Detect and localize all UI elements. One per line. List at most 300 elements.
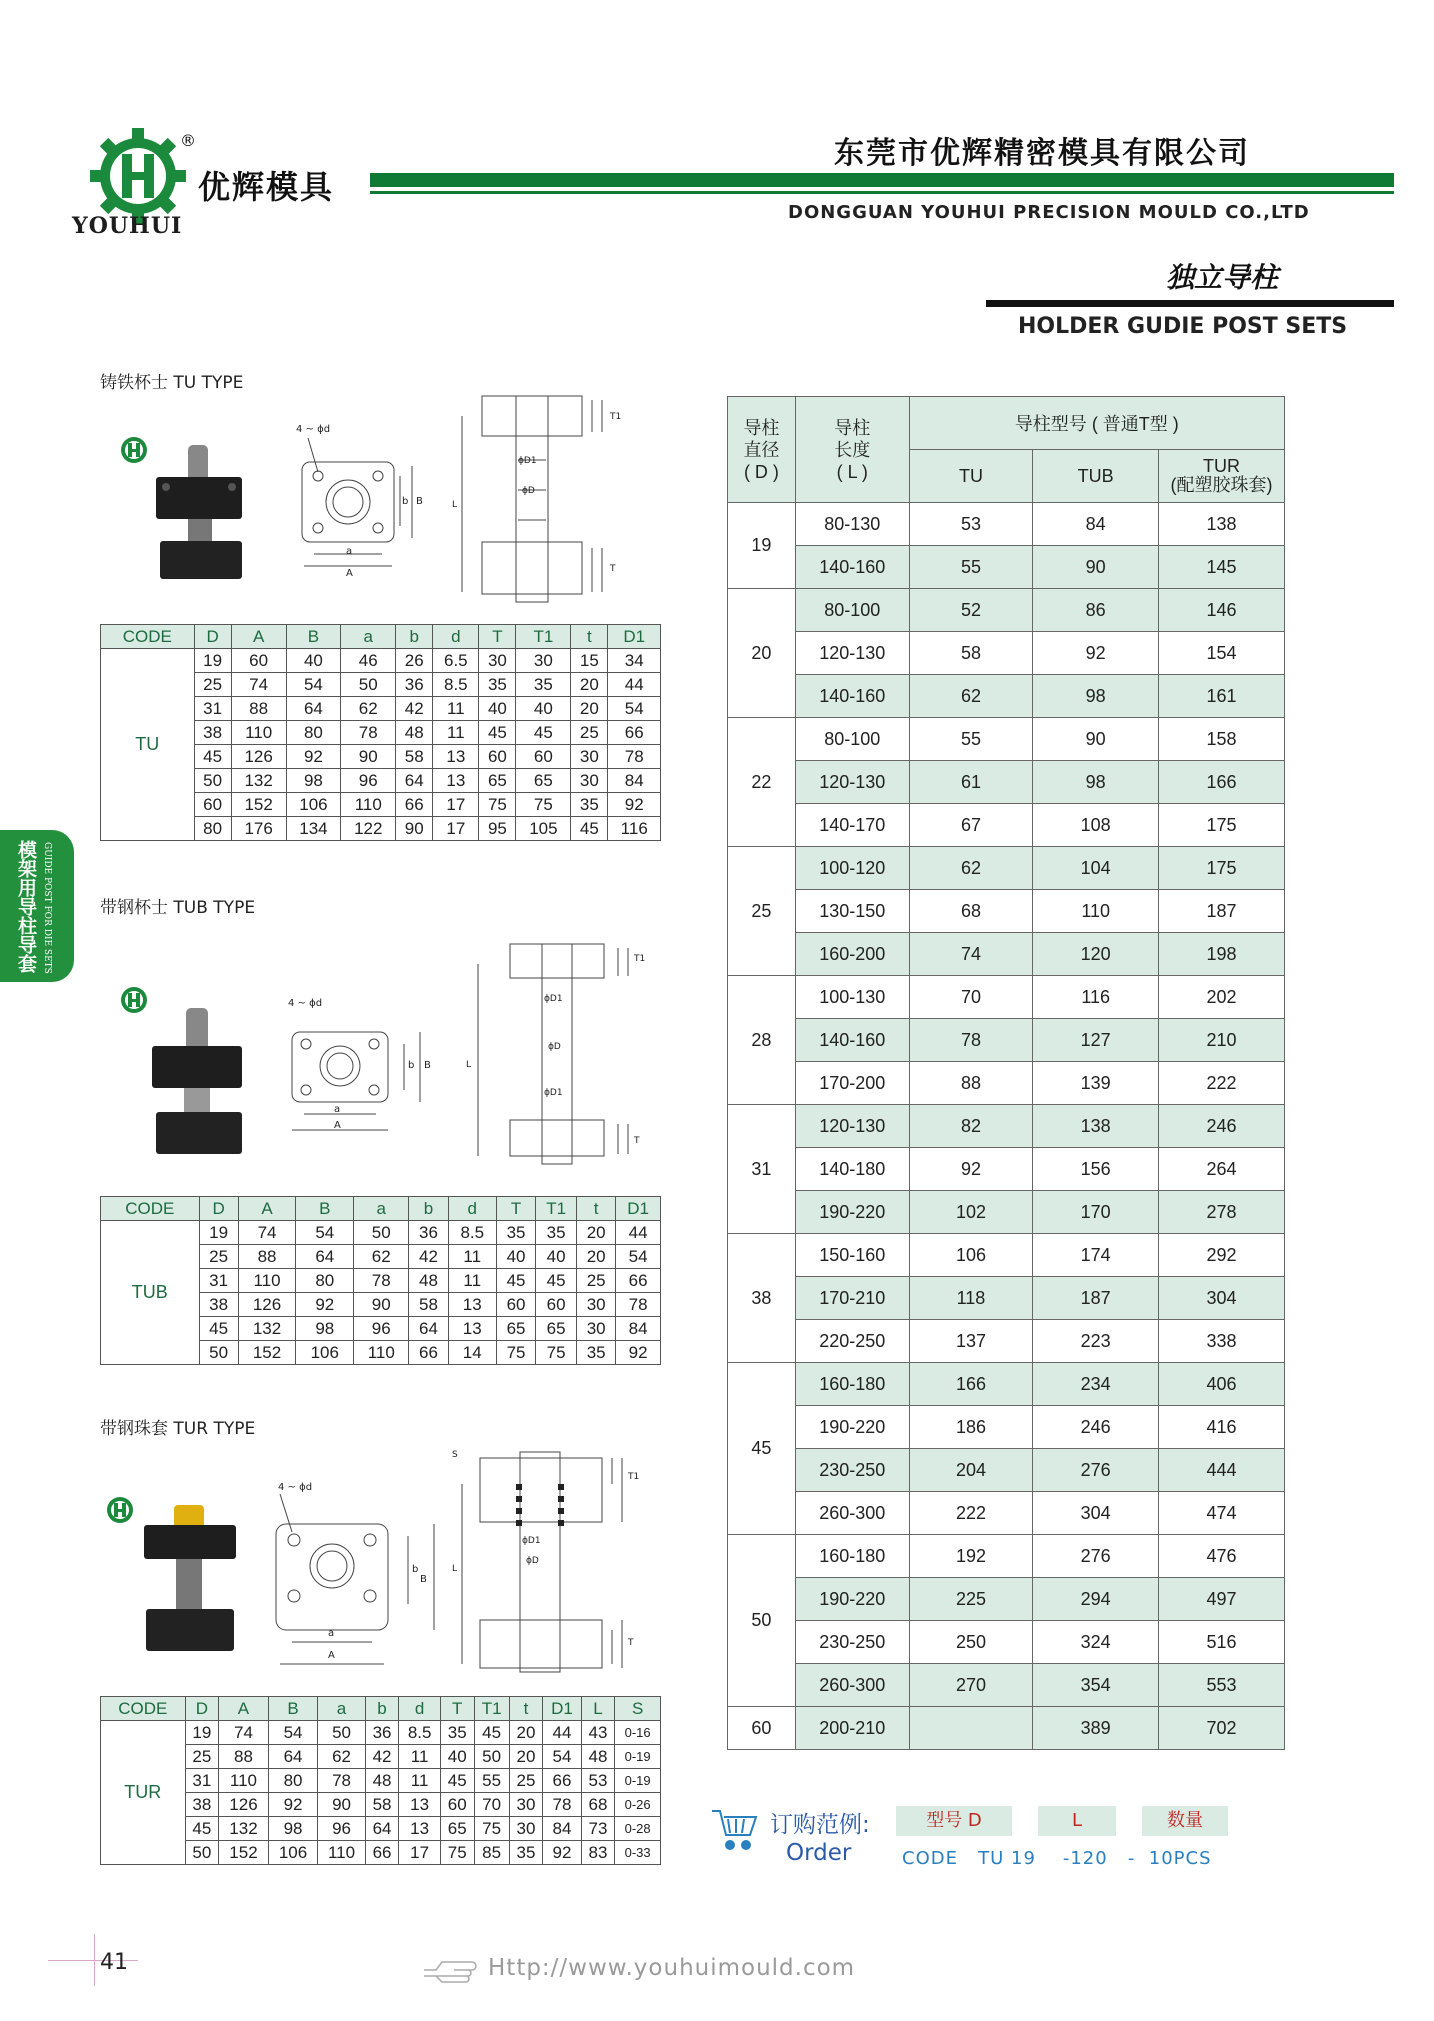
table-row	[728, 546, 1285, 589]
table-row	[728, 1019, 1285, 1062]
table-row	[728, 1707, 1285, 1750]
table-header-cell: d	[448, 1197, 496, 1221]
table-cell: 19	[194, 649, 231, 673]
table-cell: 11	[399, 1769, 441, 1793]
gear-logo-icon	[118, 983, 152, 1017]
cart-icon	[710, 1805, 760, 1857]
table-cell: 204	[909, 1449, 1033, 1492]
table-cell: 222	[909, 1492, 1033, 1535]
table-cell: 40	[440, 1745, 474, 1769]
table-cell: 278	[1159, 1191, 1285, 1234]
order-example: CODE TU 19 -120 - 10PCS	[902, 1848, 1212, 1869]
table-row	[101, 1221, 661, 1245]
dim-D-label: ϕD	[548, 1042, 561, 1052]
table-row	[728, 933, 1285, 976]
table-cell: 152	[219, 1841, 269, 1865]
table-cell: 78	[543, 1793, 581, 1817]
table-cell: 0-19	[615, 1769, 661, 1793]
table-cell: 160-200	[795, 933, 909, 976]
table-cell: 84	[608, 769, 661, 793]
header-rule-thick	[370, 173, 1394, 187]
table-cell: 80	[194, 817, 231, 841]
table-cell: 35	[536, 1221, 577, 1245]
table-row	[728, 804, 1285, 847]
table-cell: 6.5	[433, 649, 479, 673]
table-cell: 187	[1033, 1277, 1159, 1320]
table-row	[728, 503, 1285, 546]
dim-B-label: B	[424, 1060, 431, 1071]
table-cell	[909, 1707, 1033, 1750]
table-header-row	[101, 625, 661, 649]
table-row	[728, 1449, 1285, 1492]
company-name-cn: 东莞市优辉精密模具有限公司	[834, 136, 1250, 171]
sidebar-tab	[0, 830, 74, 982]
tur-mini-logo	[104, 1493, 138, 1531]
table-cell: 152	[231, 793, 286, 817]
table-cell: 187	[1159, 890, 1285, 933]
tu-spec-table	[100, 624, 661, 841]
table-header-cell: d	[399, 1697, 441, 1721]
table-cell: 25	[199, 1245, 238, 1269]
table-cell: 95	[479, 817, 516, 841]
table-cell: 92	[909, 1148, 1033, 1191]
table-cell: 65	[440, 1817, 474, 1841]
table-cell: 80	[268, 1769, 318, 1793]
table-cell: 50	[318, 1721, 365, 1745]
table-cell: 60	[496, 1293, 535, 1317]
table-cell: 88	[231, 697, 286, 721]
table-cell: 98	[1033, 675, 1159, 718]
table-cell: 54	[608, 697, 661, 721]
table-header-cell: D	[185, 1697, 219, 1721]
table-header-cell: CODE	[101, 625, 195, 649]
table-cell: 90	[396, 817, 433, 841]
diameter-cell: 50	[728, 1535, 796, 1707]
tur-spec-table	[100, 1696, 661, 1865]
table-cell: 62	[909, 847, 1033, 890]
table-header-cell: A	[231, 625, 286, 649]
table-row	[728, 890, 1285, 933]
table-cell: 58	[909, 632, 1033, 675]
table-cell: 126	[231, 745, 286, 769]
table-cell: 150-160	[795, 1234, 909, 1277]
table-cell: 230-250	[795, 1449, 909, 1492]
table-header-cell: a	[354, 1197, 409, 1221]
dim-a-label: a	[328, 1628, 335, 1639]
table-cell: 166	[1159, 761, 1285, 804]
table-row	[728, 1148, 1285, 1191]
table-cell: 192	[909, 1535, 1033, 1578]
table-cell: 36	[409, 1221, 448, 1245]
table-cell: 42	[409, 1245, 448, 1269]
table-cell: 48	[396, 721, 433, 745]
table-cell: 60	[479, 745, 516, 769]
table-cell: 20	[509, 1745, 543, 1769]
table-cell: 110	[1033, 890, 1159, 933]
header-tu: TU	[909, 450, 1033, 503]
tub-side-drawing	[464, 940, 650, 1172]
table-cell: 45	[496, 1269, 535, 1293]
company-name-en: DONGGUAN YOUHUI PRECISION MOULD CO.,LTD	[788, 202, 1310, 223]
table-cell: 30	[571, 769, 608, 793]
header-tub: TUB	[1033, 450, 1159, 503]
table-cell: 92	[1033, 632, 1159, 675]
table-row	[728, 1578, 1285, 1621]
table-cell: 106	[909, 1234, 1033, 1277]
table-cell: 48	[581, 1745, 615, 1769]
dim-T-label: T	[634, 1136, 640, 1146]
table-cell: 276	[1033, 1449, 1159, 1492]
table-cell: 70	[909, 976, 1033, 1019]
page-number: 41	[100, 1950, 128, 1975]
table-cell: 45	[440, 1769, 474, 1793]
table-cell: 31	[185, 1769, 219, 1793]
dim-b-label: b	[402, 496, 409, 507]
dim-B-label: B	[420, 1574, 427, 1585]
table-cell: 38	[199, 1293, 238, 1317]
table-cell: 50	[194, 769, 231, 793]
table-cell: 102	[909, 1191, 1033, 1234]
table-cell: 35	[509, 1841, 543, 1865]
table-header-cell: S	[615, 1697, 661, 1721]
table-cell: 416	[1159, 1406, 1285, 1449]
table-row	[101, 1817, 661, 1841]
table-cell: 160-180	[795, 1363, 909, 1406]
table-cell: 34	[608, 649, 661, 673]
table-cell: 120-130	[795, 1105, 909, 1148]
table-cell: 86	[1033, 589, 1159, 632]
table-cell: 11	[448, 1245, 496, 1269]
table-cell: 90	[1033, 546, 1159, 589]
dim-D1-label: ϕD1	[522, 1536, 541, 1546]
table-cell: 222	[1159, 1062, 1285, 1105]
table-cell: 154	[1159, 632, 1285, 675]
table-row	[728, 976, 1285, 1019]
table-cell: 138	[1159, 503, 1285, 546]
table-cell: 19	[185, 1721, 219, 1745]
table-cell: 60	[516, 745, 571, 769]
tu-section-title: 铸铁杯士 TU TYPE	[100, 373, 244, 393]
order-label-cn: 订购范例:	[770, 1812, 870, 1838]
table-cell: 92	[616, 1341, 661, 1365]
table-cell: 98	[286, 769, 341, 793]
holes-label: 4 ~ ϕd	[278, 1482, 313, 1493]
table-cell: 19	[199, 1221, 238, 1245]
table-cell: 66	[396, 793, 433, 817]
dim-S-label: S	[452, 1450, 458, 1460]
table-cell: 80	[286, 721, 341, 745]
table-header-cell: CODE	[101, 1197, 200, 1221]
table-cell: 96	[354, 1317, 409, 1341]
table-cell: 50	[474, 1745, 509, 1769]
table-cell: 55	[474, 1769, 509, 1793]
table-cell: 54	[268, 1721, 318, 1745]
table-cell: 260-300	[795, 1664, 909, 1707]
table-cell: 139	[1033, 1062, 1159, 1105]
table-cell: 474	[1159, 1492, 1285, 1535]
table-cell: 202	[1159, 976, 1285, 1019]
table-cell: 26	[396, 649, 433, 673]
table-cell: 88	[238, 1245, 296, 1269]
table-cell: 11	[433, 697, 479, 721]
table-cell: 92	[296, 1293, 354, 1317]
table-cell: 75	[479, 793, 516, 817]
table-cell: 234	[1033, 1363, 1159, 1406]
table-cell: 200-210	[795, 1707, 909, 1750]
table-cell: 31	[194, 697, 231, 721]
diameter-cell: 38	[728, 1234, 796, 1363]
table-cell: 170	[1033, 1191, 1159, 1234]
table-cell: 45	[185, 1817, 219, 1841]
table-cell: 68	[581, 1793, 615, 1817]
table-cell: 90	[354, 1293, 409, 1317]
table-cell: 78	[318, 1769, 365, 1793]
table-cell: 20	[577, 1245, 616, 1269]
table-cell: 20	[571, 697, 608, 721]
dim-b-label: b	[412, 1564, 419, 1575]
table-header-cell: t	[571, 625, 608, 649]
table-cell: 106	[268, 1841, 318, 1865]
table-cell: 90	[1033, 718, 1159, 761]
table-cell: 64	[365, 1817, 399, 1841]
table-header-row	[101, 1197, 661, 1221]
table-cell: 444	[1159, 1449, 1285, 1492]
table-cell: 98	[1033, 761, 1159, 804]
table-cell: 25	[185, 1745, 219, 1769]
table-cell: 66	[409, 1341, 448, 1365]
table-cell: 13	[433, 745, 479, 769]
table-cell: 52	[909, 589, 1033, 632]
table-cell: 110	[341, 793, 396, 817]
sidebar-tab-label-cn: 模架用导柱导套	[15, 840, 37, 973]
table-row	[728, 1363, 1285, 1406]
table-cell: 264	[1159, 1148, 1285, 1191]
table-cell: 74	[909, 933, 1033, 976]
dim-D-label: ϕD	[522, 486, 535, 496]
dim-a-label: a	[346, 546, 353, 557]
table-cell: 36	[365, 1721, 399, 1745]
table-header-cell: d	[433, 625, 479, 649]
table-header-cell: t	[509, 1697, 543, 1721]
table-cell: 92	[286, 745, 341, 769]
tur-section-title: 带钢珠套 TUR TYPE	[100, 1419, 256, 1439]
table-cell: 85	[474, 1841, 509, 1865]
table-cell: 17	[433, 817, 479, 841]
table-cell: 45	[536, 1269, 577, 1293]
table-cell: 132	[238, 1317, 296, 1341]
header-model: 导柱型号 ( 普通T型 )	[909, 397, 1284, 450]
table-cell: 170-200	[795, 1062, 909, 1105]
holes-label: 4 ~ ϕd	[288, 998, 323, 1009]
table-header-cell: T	[479, 625, 516, 649]
table-cell: 88	[219, 1745, 269, 1769]
code-cell: TUB	[101, 1221, 200, 1365]
table-cell: 78	[354, 1269, 409, 1293]
table-cell: 152	[238, 1341, 296, 1365]
table-cell: 186	[909, 1406, 1033, 1449]
table-cell: 35	[440, 1721, 474, 1745]
diameter-cell: 60	[728, 1707, 796, 1750]
tur-product-photo	[140, 1505, 240, 1659]
table-cell: 223	[1033, 1320, 1159, 1363]
table-cell: 126	[238, 1293, 296, 1317]
tu-plan-drawing	[292, 418, 432, 594]
table-header-row	[728, 397, 1285, 450]
table-cell: 40	[286, 649, 341, 673]
table-header-cell: T1	[516, 625, 571, 649]
table-cell: 190-220	[795, 1578, 909, 1621]
table-cell: 66	[608, 721, 661, 745]
table-cell: 30	[577, 1293, 616, 1317]
table-cell: 110	[238, 1269, 296, 1293]
table-cell: 64	[396, 769, 433, 793]
table-row	[728, 1277, 1285, 1320]
table-cell: 31	[199, 1269, 238, 1293]
table-cell: 110	[231, 721, 286, 745]
table-cell: 126	[219, 1793, 269, 1817]
section-rule	[986, 300, 1394, 307]
table-cell: 65	[516, 769, 571, 793]
table-cell: 62	[909, 675, 1033, 718]
table-cell: 25	[577, 1269, 616, 1293]
table-row	[101, 1745, 661, 1769]
table-cell: 64	[409, 1317, 448, 1341]
table-row	[728, 1105, 1285, 1148]
table-cell: 90	[318, 1793, 365, 1817]
website-link[interactable]: Http://www.youhuimould.com	[488, 1955, 856, 1981]
table-cell: 105	[516, 817, 571, 841]
table-cell: 40	[536, 1245, 577, 1269]
table-cell: 25	[571, 721, 608, 745]
table-cell: 13	[399, 1817, 441, 1841]
gear-logo-icon	[118, 433, 152, 467]
table-cell: 78	[616, 1293, 661, 1317]
table-cell: 11	[399, 1745, 441, 1769]
table-cell: 110	[219, 1769, 269, 1793]
table-cell: 84	[543, 1817, 581, 1841]
table-cell: 246	[1033, 1406, 1159, 1449]
table-cell: 50	[199, 1341, 238, 1365]
table-cell: 60	[536, 1293, 577, 1317]
table-cell: 145	[1159, 546, 1285, 589]
table-cell: 60	[440, 1793, 474, 1817]
order-field-quantity: 数量	[1142, 1806, 1228, 1836]
section-title-cn: 独立导柱	[1166, 261, 1279, 294]
table-cell: 132	[231, 769, 286, 793]
table-cell: 92	[268, 1793, 318, 1817]
table-cell: 476	[1159, 1535, 1285, 1578]
table-cell: 38	[185, 1793, 219, 1817]
table-cell: 90	[341, 745, 396, 769]
table-cell: 140-160	[795, 546, 909, 589]
table-row	[728, 589, 1285, 632]
table-cell: 8.5	[399, 1721, 441, 1745]
table-cell: 116	[608, 817, 661, 841]
table-cell: 80-130	[795, 503, 909, 546]
table-cell: 54	[543, 1745, 581, 1769]
table-cell: 70	[474, 1793, 509, 1817]
table-cell: 146	[1159, 589, 1285, 632]
header-diameter: 导柱 直径 ( D )	[728, 397, 796, 503]
dim-a-label: a	[334, 1104, 341, 1115]
table-row	[728, 1664, 1285, 1707]
table-cell: 80-100	[795, 589, 909, 632]
table-cell: 40	[516, 697, 571, 721]
table-header-cell: a	[318, 1697, 365, 1721]
table-cell: 120-130	[795, 761, 909, 804]
table-cell: 48	[365, 1769, 399, 1793]
table-cell: 55	[909, 546, 1033, 589]
table-cell: 120	[1033, 933, 1159, 976]
holes-label: 4 ~ ϕd	[296, 424, 331, 435]
order-field-model: 型号 D	[896, 1806, 1012, 1836]
table-cell: 88	[909, 1062, 1033, 1105]
table-cell: 83	[581, 1841, 615, 1865]
table-row	[728, 1062, 1285, 1105]
table-cell: 54	[296, 1221, 354, 1245]
table-cell: 190-220	[795, 1406, 909, 1449]
table-cell: 389	[1033, 1707, 1159, 1750]
table-cell: 75	[536, 1341, 577, 1365]
table-cell: 84	[616, 1317, 661, 1341]
table-cell: 140-160	[795, 675, 909, 718]
table-cell: 161	[1159, 675, 1285, 718]
table-cell: 13	[448, 1317, 496, 1341]
table-cell: 176	[231, 817, 286, 841]
pointing-hand-icon	[420, 1956, 490, 1990]
table-cell: 553	[1159, 1664, 1285, 1707]
dim-T1-label: T1	[628, 1472, 640, 1482]
table-cell: 35	[516, 673, 571, 697]
table-cell: 35	[577, 1341, 616, 1365]
table-cell: 65	[536, 1317, 577, 1341]
guide-post-model-table	[727, 396, 1285, 1750]
table-row	[728, 847, 1285, 890]
table-cell: 294	[1033, 1578, 1159, 1621]
diameter-cell: 45	[728, 1363, 796, 1535]
table-header-cell: A	[219, 1697, 269, 1721]
table-header-cell: D1	[543, 1697, 581, 1721]
diameter-cell: 25	[728, 847, 796, 976]
table-cell: 68	[909, 890, 1033, 933]
table-header-cell: T	[496, 1197, 535, 1221]
table-cell: 96	[341, 769, 396, 793]
table-cell: 174	[1033, 1234, 1159, 1277]
table-header-cell: b	[365, 1697, 399, 1721]
table-cell: 338	[1159, 1320, 1285, 1363]
table-cell: 17	[399, 1841, 441, 1865]
table-cell: 25	[509, 1769, 543, 1793]
table-cell: 225	[909, 1578, 1033, 1621]
header-rule-thin	[370, 191, 1394, 194]
table-row	[728, 1406, 1285, 1449]
brand-name-en: YOUHUI	[72, 213, 183, 239]
table-cell: 64	[268, 1745, 318, 1769]
table-cell: 44	[616, 1221, 661, 1245]
code-cell: TUR	[101, 1721, 186, 1865]
table-cell: 75	[474, 1817, 509, 1841]
table-header-cell: A	[238, 1197, 296, 1221]
table-cell: 42	[365, 1745, 399, 1769]
table-row	[728, 1621, 1285, 1664]
table-cell: 78	[909, 1019, 1033, 1062]
table-cell: 140-160	[795, 1019, 909, 1062]
table-cell: 100-130	[795, 976, 909, 1019]
table-cell: 354	[1033, 1664, 1159, 1707]
diameter-cell: 22	[728, 718, 796, 847]
table-cell: 45	[571, 817, 608, 841]
table-header-cell: T1	[474, 1697, 509, 1721]
